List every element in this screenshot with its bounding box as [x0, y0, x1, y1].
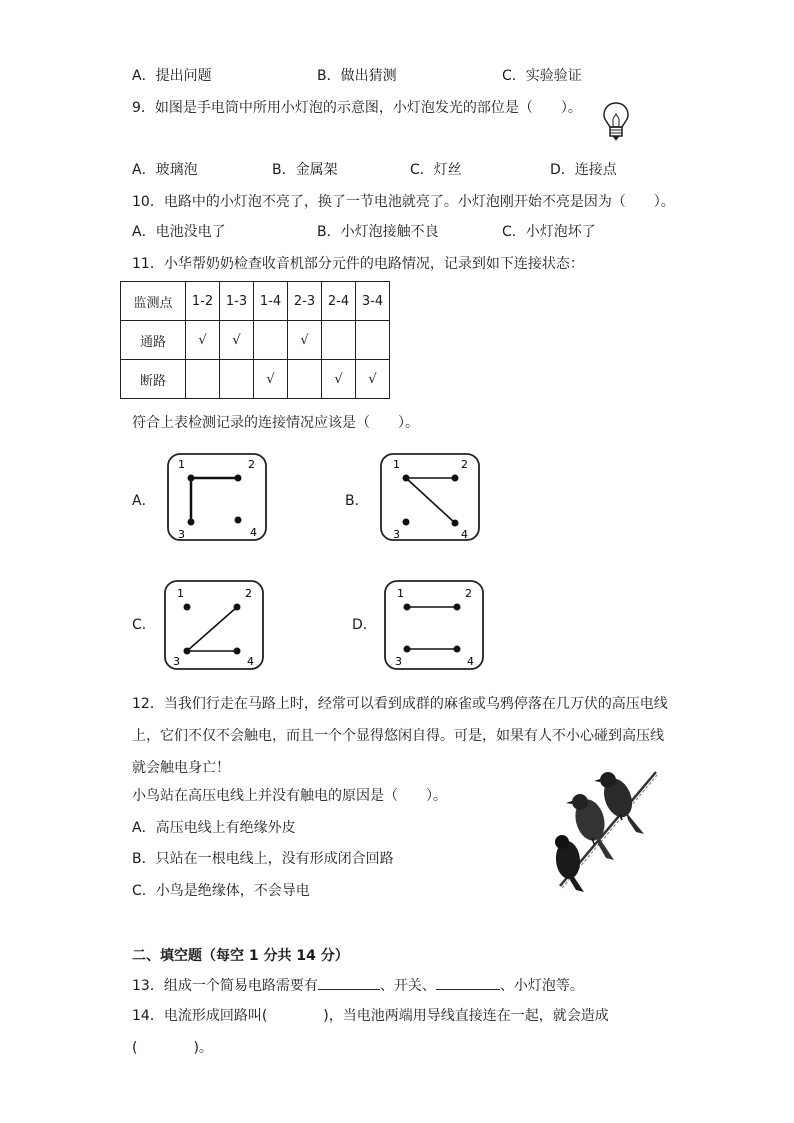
terminal-label: 4 — [247, 655, 254, 668]
q10-option-a: A．电池没电了 — [132, 224, 226, 240]
terminal-label: 2 — [245, 587, 252, 600]
q14-line-1: 14．电流形成回路叫( )，当电池两端用导线直接连在一起，就会造成 — [132, 1008, 609, 1024]
table-cell: 3-4 — [356, 282, 390, 321]
table-cell: 2-3 — [288, 282, 322, 321]
table-cell — [186, 360, 220, 399]
table-cell — [288, 360, 322, 399]
circuit-diagram-c — [157, 577, 269, 675]
q10-stem: 10．电路中的小灯泡不亮了，换了一节电池就亮了。小灯泡刚开始不亮是因为（ ）。 — [132, 194, 675, 210]
table-cell: √ — [254, 360, 288, 399]
table-cell: 1-3 — [220, 282, 254, 321]
terminal-label: 1 — [397, 587, 404, 600]
q10-option-b: B．小灯泡接触不良 — [317, 224, 439, 240]
terminal-label: 4 — [467, 655, 474, 668]
q13-blank-2[interactable] — [436, 974, 500, 990]
q12-option-b: B．只站在一根电线上，没有形成闭合回路 — [132, 851, 394, 867]
terminal-label: 2 — [461, 458, 468, 471]
circuit-diagram-b — [373, 450, 485, 546]
q13-line — [132, 974, 584, 996]
circuit-diagram-a — [160, 450, 272, 546]
q8-option-c: C．实验验证 — [502, 68, 582, 84]
table-cell: √ — [288, 321, 322, 360]
table-cell: √ — [220, 321, 254, 360]
terminal-label: 1 — [178, 458, 185, 471]
q13-text-1: 13．组成一个简易电路需要有 — [132, 978, 318, 994]
terminal-label: 1 — [177, 587, 184, 600]
table-cell: √ — [322, 360, 356, 399]
terminal-label: 4 — [250, 526, 257, 539]
q9-option-d: D．连接点 — [550, 162, 617, 178]
q11-option-d-label: D． — [352, 617, 377, 633]
q11-option-b-label: B． — [345, 493, 369, 509]
q11-record-table — [120, 281, 390, 399]
q14-line-2: ( )。 — [132, 1040, 213, 1056]
table-cell: 1-4 — [254, 282, 288, 321]
table-cell: 监测点 — [121, 282, 186, 321]
q12-option-a: A．高压电线上有绝缘外皮 — [132, 820, 296, 836]
circuit-diagram-d — [377, 577, 489, 675]
table-cell — [254, 321, 288, 360]
q13-text-3: 、小灯泡等。 — [499, 978, 584, 994]
table-cell — [322, 321, 356, 360]
q12-paragraph-line-2: 上，它们不仅不会触电，而且一个个显得悠闲自得。可是，如果有人不小心碰到高压线 — [132, 728, 664, 744]
table-cell: 断路 — [121, 360, 186, 399]
section-2-title: 二、填空题（每空 1 分共 14 分） — [132, 948, 349, 964]
terminal-label: 4 — [461, 528, 468, 541]
q8-option-a: A．提出问题 — [132, 68, 212, 84]
q9-option-a: A．玻璃泡 — [132, 162, 198, 178]
table-cell: 2-4 — [322, 282, 356, 321]
q11-option-c-label: C． — [132, 617, 156, 633]
table-cell: √ — [186, 321, 220, 360]
table-cell — [356, 321, 390, 360]
q10-option-c: C．小灯泡坏了 — [502, 224, 596, 240]
q12-paragraph-line-1: 12．当我们行走在马路上时，经常可以看到成群的麻雀或乌鸦停落在几万伏的高压电线 — [132, 696, 668, 712]
table-cell — [220, 360, 254, 399]
q11-question: 符合上表检测记录的连接情况应该是（ ）。 — [132, 415, 419, 431]
table-cell: √ — [356, 360, 390, 399]
q11-option-a-label: A． — [132, 493, 156, 509]
birds-on-wire-image — [548, 762, 666, 894]
terminal-label: 2 — [465, 587, 472, 600]
table-row-header — [121, 282, 390, 321]
table-row-on — [121, 321, 390, 360]
q12-paragraph-line-3: 就会触电身亡！ — [132, 760, 230, 776]
terminal-label: 2 — [248, 458, 255, 471]
q9-stem: 9．如图是手电筒中所用小灯泡的示意图，小灯泡发光的部位是（ ）。 — [132, 100, 582, 116]
terminal-label: 3 — [393, 528, 400, 541]
q13-text-2: 、开关、 — [379, 978, 436, 994]
q9-option-b: B．金属架 — [272, 162, 338, 178]
terminal-label: 1 — [393, 458, 400, 471]
q13-blank-1[interactable] — [318, 974, 380, 990]
q11-stem: 11．小华帮奶奶检查收音机部分元件的电路情况，记录到如下连接状态： — [132, 256, 584, 272]
q12-option-c: C．小鸟是绝缘体，不会导电 — [132, 883, 310, 899]
terminal-label: 3 — [173, 655, 180, 668]
light-bulb-icon — [600, 100, 632, 142]
table-cell: 通路 — [121, 321, 186, 360]
terminal-label: 3 — [178, 528, 185, 541]
q12-question: 小鸟站在高压电线上并没有触电的原因是（ ）。 — [132, 788, 447, 804]
q9-option-c: C．灯丝 — [410, 162, 462, 178]
table-cell: 1-2 — [186, 282, 220, 321]
table-row-off — [121, 360, 390, 399]
q8-option-b: B．做出猜测 — [317, 68, 397, 84]
terminal-label: 3 — [395, 655, 402, 668]
